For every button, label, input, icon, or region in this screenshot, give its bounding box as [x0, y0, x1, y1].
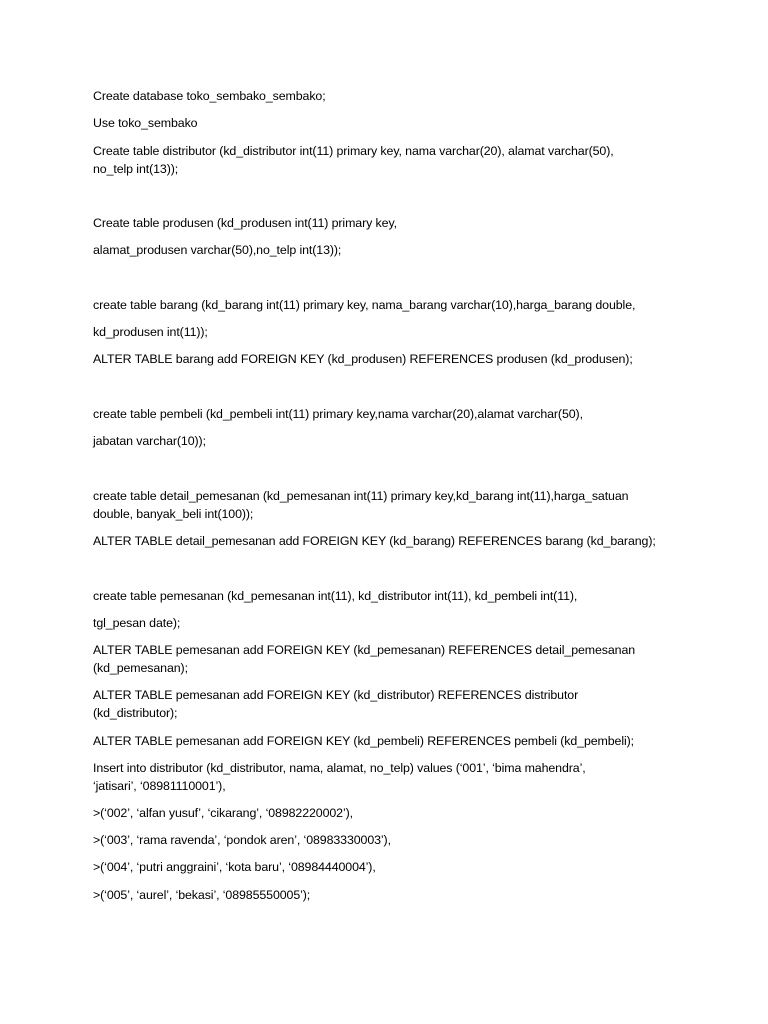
text-line: tgl_pesan date); — [93, 616, 181, 630]
text-line: ‘jatisari’, ‘08981110001’), — [93, 779, 226, 793]
text-line: Create database toko_sembako_sembako; — [93, 89, 326, 103]
text-line: Insert into distributor (kd_distributor, nama, alamat, no_telp) values (‘001’, ‘bima mahendra’, — [93, 761, 586, 775]
text-line: create table barang (kd_barang int(11) primary key, nama_barang varchar(10),harga_barang double, — [93, 298, 636, 312]
text-line: ALTER TABLE pemesanan add FOREIGN KEY (kd_pemesanan) REFERENCES detail_pemesanan — [93, 643, 636, 657]
text-line: >(‘002’, ‘alfan yusuf’, ‘cikarang’, ‘08982220002’), — [93, 806, 353, 820]
text-line: ALTER TABLE barang add FOREIGN KEY (kd_produsen) REFERENCES produsen (kd_produsen); — [93, 352, 633, 366]
text-line: (kd_pemesanan); — [93, 661, 188, 675]
text-line: kd_produsen int(11)); — [93, 325, 208, 339]
text-line: Create table distributor (kd_distributor int(11) primary key, nama varchar(20), alamat varchar(50), — [93, 144, 614, 158]
text-line: create table pemesanan (kd_pemesanan int(11), kd_distributor int(11), kd_pembeli int(11), — [93, 589, 578, 603]
text-line: >(‘004’, ‘putri anggraini’, ‘kota baru’, ‘08984440004’), — [93, 860, 376, 874]
text-line: create table pembeli (kd_pembeli int(11) primary key,nama varchar(20),alamat varchar(50), — [93, 407, 583, 421]
text-line: (kd_distributor); — [93, 706, 178, 720]
text-line: ALTER TABLE detail_pemesanan add FOREIGN KEY (kd_barang) REFERENCES barang (kd_barang); — [93, 534, 656, 548]
text-line: double, banyak_beli int(100)); — [93, 507, 254, 521]
text-line: create table detail_pemesanan (kd_pemesanan int(11) primary key,kd_barang int(11),harga_satuan — [93, 489, 629, 503]
text-line: no_telp int(13)); — [93, 162, 179, 176]
text-line: >(‘003’, ‘rama ravenda’, ‘pondok aren’, ‘08983330003’), — [93, 833, 391, 847]
text-line: ALTER TABLE pemesanan add FOREIGN KEY (kd_pembeli) REFERENCES pembeli (kd_pembeli); — [93, 734, 635, 748]
text-line: Create table produsen (kd_produsen int(11) primary key, — [93, 216, 397, 230]
text-line: >(‘005’, ‘aurel’, ‘bekasi’, ‘08985550005’); — [93, 888, 311, 902]
text-line: alamat_produsen varchar(50),no_telp int(13)); — [93, 243, 342, 257]
text-line: ALTER TABLE pemesanan add FOREIGN KEY (kd_distributor) REFERENCES distributor — [93, 688, 579, 702]
text-line: jabatan varchar(10)); — [93, 434, 206, 448]
text-line: Use toko_sembako — [93, 116, 198, 130]
